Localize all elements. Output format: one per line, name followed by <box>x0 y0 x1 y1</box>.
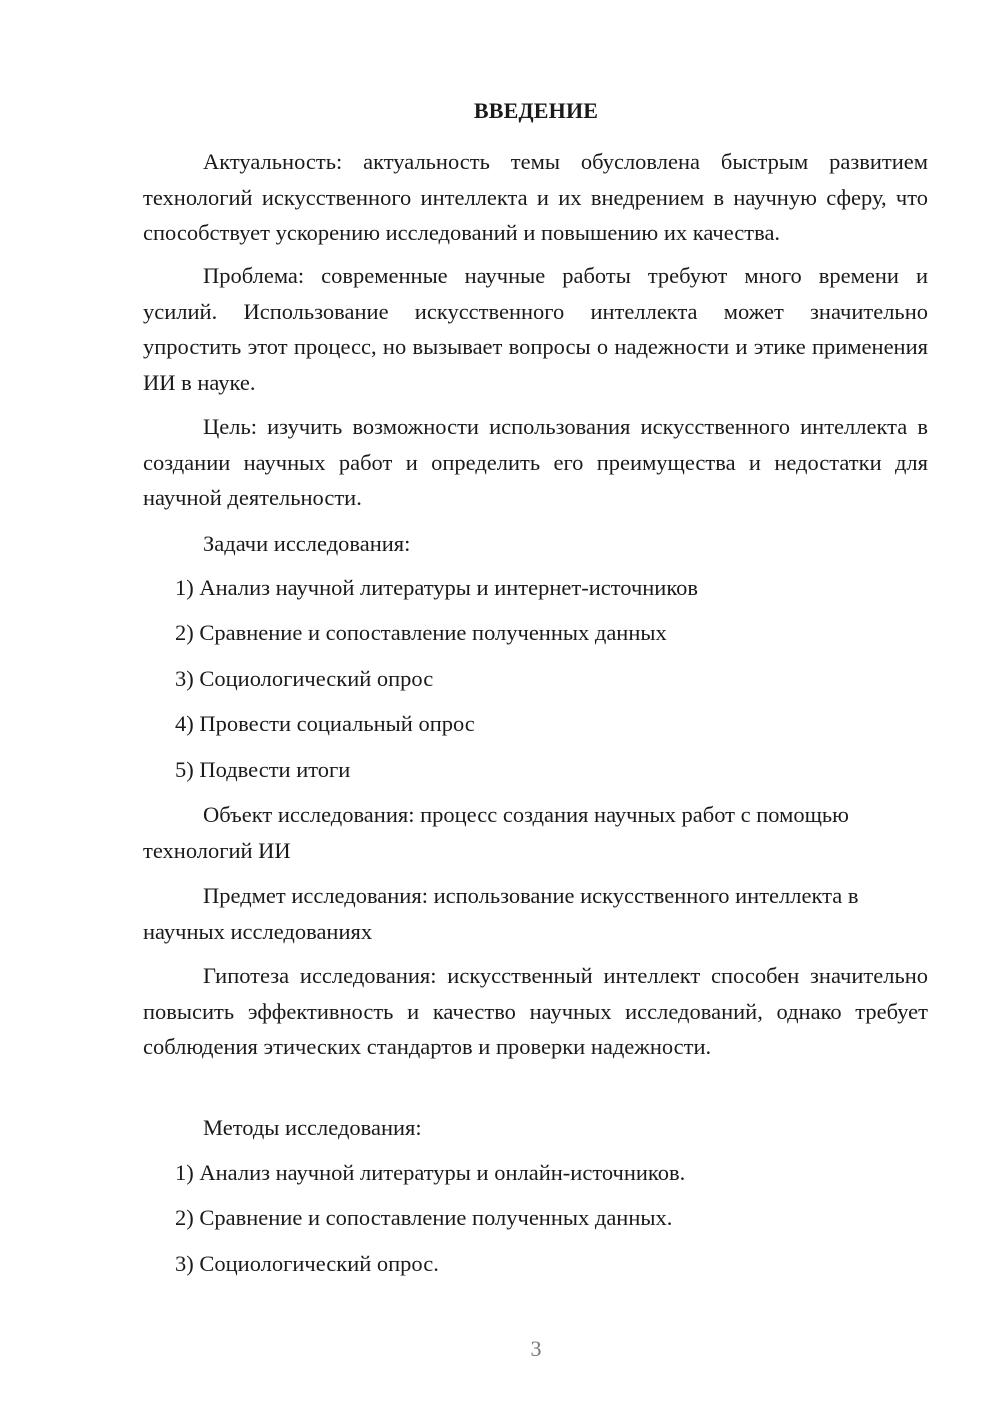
goal-paragraph: Цель: изучить возможности использования искусственного интеллекта в создании научных работ и определить его преимущества и недостатки для научной деятельности. <box>143 414 928 510</box>
problem-paragraph: Проблема: современные научные работы требуют много времени и усилий. Использование искусственного интеллекта может значительно упростить этот процесс, но вызывает вопросы о надежности и этике применения ИИ в науке. <box>143 263 928 395</box>
method-item: 2) Сравнение и сопоставление полученных данных. <box>175 1205 673 1230</box>
method-item: 1) Анализ научной литературы и онлайн-источников. <box>175 1160 686 1185</box>
section-title: ВВЕДЕНИЕ <box>473 98 599 123</box>
task-item: 4) Провести социальный опрос <box>175 711 475 736</box>
tasks-heading: Задачи исследования: <box>203 531 411 556</box>
hypothesis-paragraph: Гипотеза исследования: искусственный интеллект способен значительно повысить эффективность и качество научных исследований, однако требует соблюдения этических стандартов и проверки надежности. <box>143 963 928 1059</box>
task-item: 2) Сравнение и сопоставление полученных данных <box>175 620 667 645</box>
page-number: 3 <box>530 1336 542 1361</box>
subject-paragraph: Предмет исследования: использование искусственного интеллекта в научных исследованиях <box>143 883 859 944</box>
methods-heading: Методы исследования: <box>203 1115 422 1140</box>
relevance-paragraph: Актуальность: актуальность темы обусловлена быстрым развитием технологий искусственного интеллекта и их внедрением в научную сферу, что способствует ускорению исследований и повышению их качества. <box>143 149 928 245</box>
task-item: 5) Подвести итоги <box>175 757 351 782</box>
object-paragraph: Объект исследования: процесс создания научных работ с помощью технологий ИИ <box>143 802 849 863</box>
method-item: 3) Социологический опрос. <box>175 1251 439 1276</box>
task-item: 1) Анализ научной литературы и интернет-источников <box>175 575 699 600</box>
task-item: 3) Социологический опрос <box>175 666 434 691</box>
